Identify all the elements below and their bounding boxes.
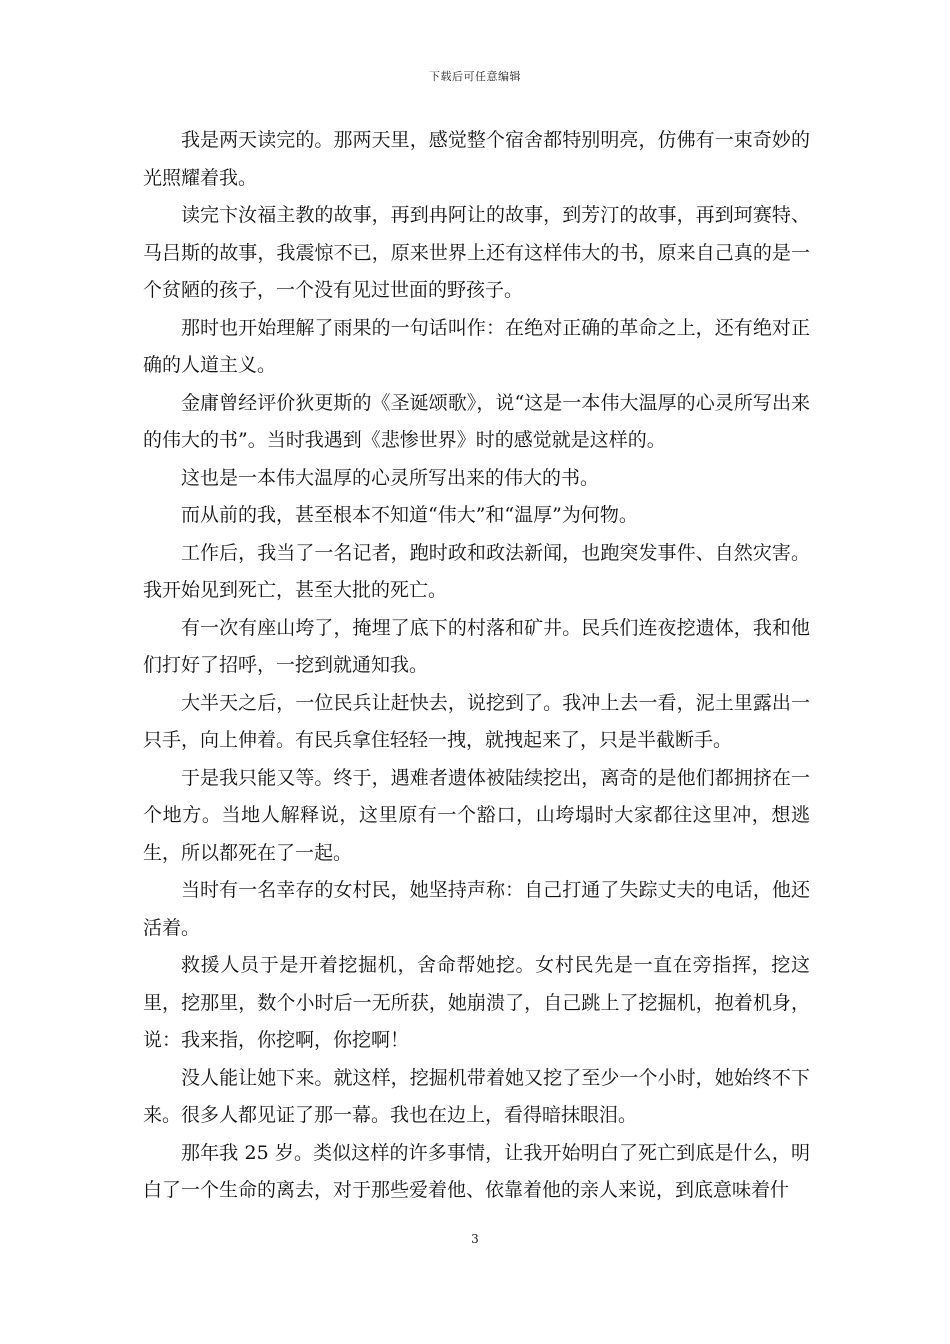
paragraph: 当时有一名幸存的女村民，她坚持声称：自己打通了失踪丈夫的电话，他还活着。 [143,879,810,939]
paragraph: 那时也开始理解了雨果的一句话叫作：在绝对正确的革命之上，还有绝对正确的人道主义。 [143,316,810,376]
body-text [143,122,810,1210]
paragraph: 救援人员于是开着挖掘机，舍命帮她挖。女村民先是一直在旁指挥，挖这里，挖那里，数个小时后一无所获，她崩溃了，自己跳上了挖掘机，抱着机身，说：我来指，你挖啊，你挖啊！ [143,954,810,1051]
paragraph: 大半天之后，一位民兵让赶快去，说挖到了。我冲上去一看，泥土里露出一只手，向上伸着。有民兵拿住轻轻一拽，就拽起来了，只是半截断手。 [143,691,810,751]
paragraph: 我是两天读完的。那两天里，感觉整个宿舍都特别明亮，仿佛有一束奇妙的光照耀着我。 [143,129,810,189]
paragraph: 没人能让她下来。就这样，挖掘机带着她又挖了至少一个小时，她始终不下来。很多人都见证了那一幕。我也在边上，看得暗抹眼泪。 [143,1066,810,1126]
paragraph: 有一次有座山垮了，掩埋了底下的村落和矿井。民兵们连夜挖遗体，我和他们打好了招呼，一挖到就通知我。 [143,616,810,676]
page-number: 3 [471,1232,479,1246]
paragraph: 金庸曾经评价狄更斯的《圣诞颂歌》，说“这是一本伟大温厚的心灵所写出来的伟大的书”。当时我遇到《悲惨世界》时的感觉就是这样的。 [143,391,810,451]
paragraph: 于是我只能又等。终于，遇难者遗体被陆续挖出，离奇的是他们都拥挤在一个地方。当地人解释说，这里原有一个豁口，山垮塌时大家都往这里冲，想逃生，所以都死在了一起。 [143,766,810,864]
paragraph: 读完卞汝福主教的故事，再到冉阿让的故事，到芳汀的故事，再到珂赛特、马吕斯的故事，我震惊不已，原来世界上还有这样伟大的书，原来自己真的是一个贫陋的孩子，一个没有见过世面的野孩子。 [143,204,810,301]
page-header: 下载后可任意编辑 [429,70,521,83]
paragraph: 而从前的我，甚至根本不知道“伟大”和“温厚”为何物。 [181,504,638,526]
paragraph: 这也是一本伟大温厚的心灵所写出来的伟大的书。 [181,466,600,489]
paragraph: 那年我 25 岁。类似这样的许多事情，让我开始明白了死亡到底是什么，明白了一个生命的离去，对于那些爱着他、依靠着他的亲人来说，到底意味着什 [143,1141,810,1201]
paragraph: 工作后，我当了一名记者，跑时政和政法新闻，也跑突发事件、自然灾害。我开始见到死亡，甚至大批的死亡。 [143,541,810,601]
